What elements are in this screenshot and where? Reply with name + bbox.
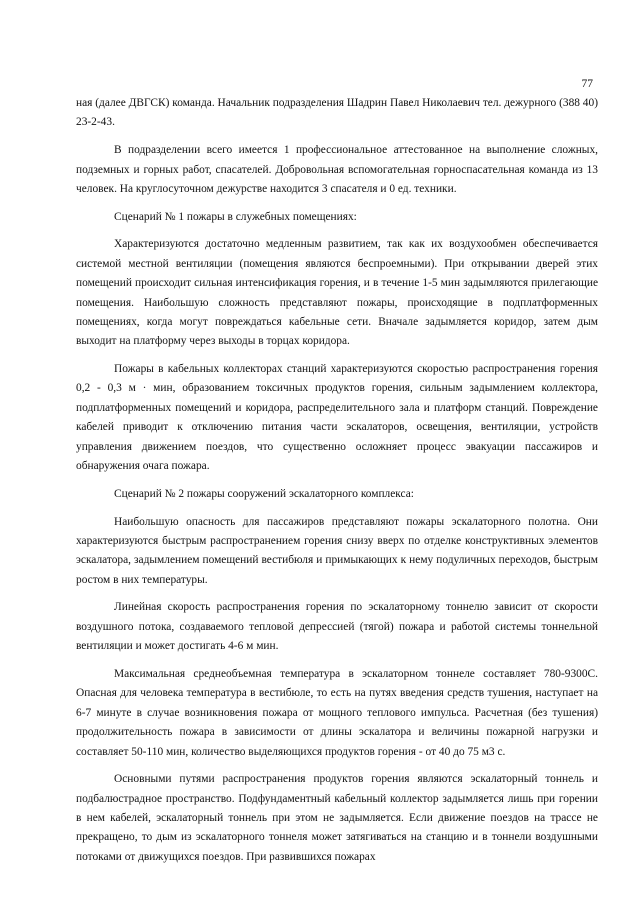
paragraph-rescuers: В подразделении всего имеется 1 профессиональное аттестованное на выполнение сложных, подземных и горных работ, спасателей. Добровольная вспомогательная горноспасательная команда из 13 человек. На круглосуточном дежурстве находится 3 спасателя и 0 ед. техники. <box>76 144 598 195</box>
paragraph-continuation: ная (далее ДВГСК) команда. Начальник подразделения Шадрин Павел Николаевич тел. дежурного (388 40) 23-2-43. <box>76 97 598 129</box>
paragraph-escalator-fires: Наибольшую опасность для пассажиров представляют пожары эскалаторного полотна. Они характеризуются быстрым распространением горения снизу вверх по отделке конструктивных элементов эскалатора, задымлением помещений вестибюля и примыкающих к нему подуличных переходов, быстрым ростом в них температуры. <box>76 515 598 586</box>
paragraph-linear-speed: Линейная скорость распространения горения по эскалаторному тоннелю зависит от скорости воздушного потока, создаваемого тепловой депрессией (тягой) пожара и работой системы тоннельной вентиляции и может достигать 4-6 м мин. <box>76 601 598 653</box>
page-number: 77 <box>581 78 593 90</box>
paragraph-temperature: Максимальная среднеобъемная температура в эскалаторном тоннеле составляет 780-9300С. Опасная для человека температура в вестибюле, то есть на путях введения средств тушения, наступает на 6-7 минуте в случае возникновения пожара от мощного теплового импульса. Расчетная (без тушения) продолжительность пожара в зависимости от длины эскалатора и величины пожарной нагрузки и составляет 50-110 мин, количество выделяющихся продуктов горения - от 40 до 75 м3 с. <box>76 667 598 758</box>
paragraph-cable-collectors: Пожары в кабельных коллекторах станций характеризуются скоростью распространения горения 0,2 - 0,3 м · мин, образованием токсичных продуктов горения, сильным задымлением коллектора, подплатформенных помещений и коридора, распределительного зала и платформ станций. Повреждение кабелей приводит к отключению питания части эскалаторов, освещения, вентиляции, устройств управления движением поездов, что существенно осложняет процесс эвакуации пассажиров и обнаружения очага пожара. <box>76 363 598 473</box>
paragraph-smoke-paths: Основными путями распространения продуктов горения являются эскалаторный тоннель и подбалюстрадное пространство. Подфундаментный кабельный коллектор задымляется лишь при горении в нем кабелей, эскалаторный тоннель при этом не задымляется. Если движение поездов на трассе не прекращено, то дым из эскалаторного тоннеля может затягиваться на станцию и в тоннели воздушными потоками от движущихся поездов. При развившихся пожарах <box>76 773 598 863</box>
body-text <box>76 94 598 876</box>
paragraph-service-rooms: Характеризуются достаточно медленным развитием, так как их воздухообмен обеспечивается системой местной вентиляции (помещения являются беспроемными). При открывании дверей этих помещений происходит сильная интенсификация горения, и в течение 1-5 мин задымляются прилегающие помещения. Наибольшую сложность представляют пожары, происходящие в подплатформенных помещениях, когда могут повреждаться кабельные сети. Вначале задымляется коридор, затем дым выходит на платформу через выходы в торцах коридора. <box>76 238 598 348</box>
scenario-2-heading: Сценарий № 2 пожары сооружений эскалаторного комплекса: <box>114 487 414 500</box>
scenario-1-heading: Сценарий № 1 пожары в служебных помещениях: <box>114 210 357 223</box>
